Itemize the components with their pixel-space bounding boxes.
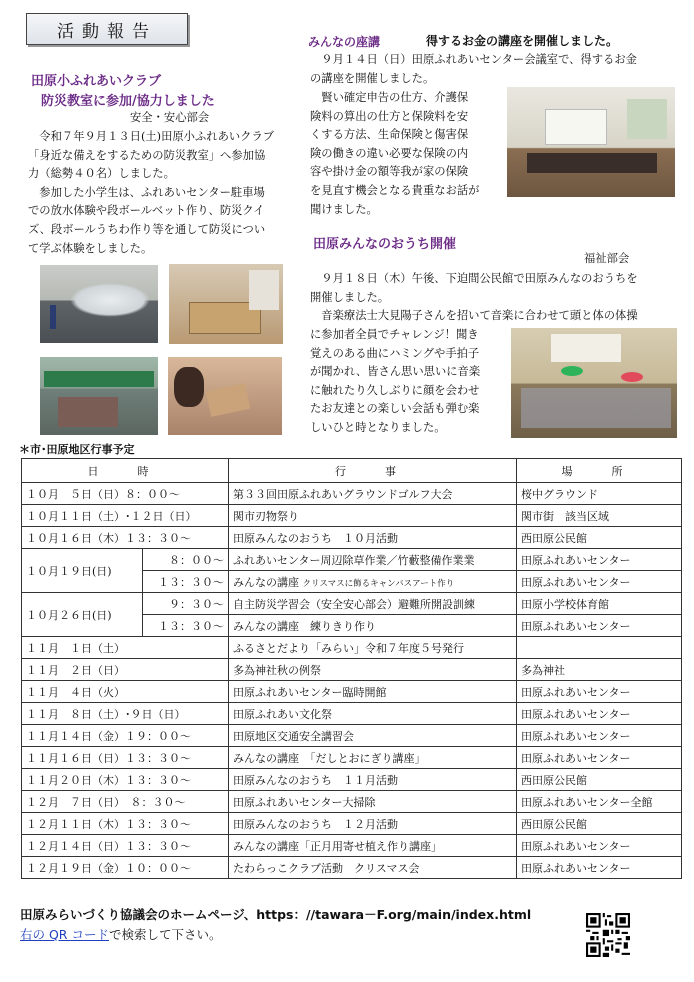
table-row [22,769,682,791]
text-line: での放水体験や段ボールベット作り、防災クイ [28,204,265,218]
table-row [22,813,682,835]
text-line: 令和７年９月１３日(土)田原小ふれあいクラブ [39,130,275,143]
table-row [22,681,682,703]
event-cell: 田原ふれあい文化祭 [229,703,517,725]
ouchi-body [310,326,510,438]
col-date-header: 日 時 [22,459,229,483]
section-title: 活動報告 [57,21,157,42]
table-row [22,659,682,681]
event-cell: ふれあいセンター周辺除草作業／竹藪整備作業業 [229,549,517,571]
text-line: 険料の算出の仕方と保険料を安 [310,109,469,123]
seminar-title: みんなの座講 [308,35,381,49]
place-cell: 田原ふれあいセンター [517,681,682,703]
place-cell: 田原小学校体育館 [517,593,682,615]
table-row [22,747,682,769]
place-cell: 田原ふれあいセンター [517,857,682,879]
date-cell: １０月２６日(日) [22,593,143,637]
qr-link[interactable]: 右の QR コード [20,927,109,942]
text-line: 険の働きの違い必要な保険の内 [310,146,469,160]
event-cell: みんなの講座 「だしとおにぎり講座」 [229,747,517,769]
table-row [22,637,682,659]
place-cell: 田原ふれあいセンター全館 [517,791,682,813]
text-line: 参加した小学生は、ふれあいセンター駐車場 [39,185,265,199]
seminar-intro [310,51,680,88]
time-cell: １３：３０～ [143,571,229,593]
club-body [28,128,303,258]
ouchi-dept: 福祉部会 [584,252,630,265]
event-cell: ふるさとだより「みらい」令和７年度５号発行 [229,637,517,659]
table-row [22,835,682,857]
club-title-2: 防災教室に参加/協力しました [41,94,215,109]
text-line: くする方法、生命保険と傷害保 [310,128,469,142]
footer-qr-line [20,925,222,943]
place-cell: 田原ふれあいセンター [517,835,682,857]
section-header [26,13,188,45]
place-cell: 西田原公民館 [517,527,682,549]
event-cell: 田原ふれあいセンター大掃除 [229,791,517,813]
text-line: て学ぶ体験をしました。 [28,241,153,255]
event-text: みんなの講座 [233,575,299,589]
col-event-header: 行 事 [229,459,517,483]
event-cell [229,571,517,593]
text-line: 聞けました。 [310,202,378,216]
text-line: 力（総勢４０名）しました。 [28,167,175,181]
place-cell: 田原ふれあいセンター [517,703,682,725]
event-cell: 自主防災学習会（安全安心部会）避難所開設訓練 [229,593,517,615]
table-header-row [22,459,682,483]
text-line: しいひと時となりました。 [310,420,446,434]
text-line: ９月１４日（日）田原ふれあいセンター会議室で、得するお金 [321,53,637,66]
footer-qr-text: で検索して下さい。 [108,927,222,942]
text-line: に触れたり久しぶりに顔を会わせ [310,383,480,397]
photo-seminar-room [507,87,675,197]
event-cell: みんなの講座「正月用寄せ植え作り講座」 [229,835,517,857]
event-cell: 田原ふれあいセンター臨時開館 [229,681,517,703]
table-row [22,483,682,505]
event-cell: たわらっこクラブ活動 クリスマス会 [229,857,517,879]
text-line: 「身近な備えをするための防災教室」へ参加協 [28,148,266,162]
text-line: ９月１８日（木）午後、下迫間公民館で田原みんなのおうちを [321,272,638,285]
date-cell: １１月１６日（日）１３：３０～ [22,747,229,769]
club-title-1: 田原小ふれあいクラブ [31,74,162,89]
event-cell: 田原みんなのおうち １１月活動 [229,769,517,791]
text-line: の講座を開催しました。 [310,71,435,85]
place-cell: 関市街 該当区域 [517,505,682,527]
photo-cardboard-bed [169,264,283,344]
col-place-header: 場 所 [517,459,682,483]
time-cell: １３：３０～ [143,615,229,637]
event-cell: 田原みんなのおうち １０月活動 [229,527,517,549]
date-cell: １０月１１日（土）･１２日（日） [22,505,229,527]
qr-code-icon[interactable] [586,913,630,957]
date-cell: １２月１４日（日）１３：３０～ [22,835,229,857]
photo-tent-quiz [40,357,158,435]
text-line: たお友達との楽しい会話も弾む楽 [310,402,480,416]
time-cell: ９：３０～ [143,593,229,615]
place-cell: 田原ふれあいセンター [517,615,682,637]
table-row [22,505,682,527]
schedule-table [21,458,682,879]
ouchi-title: 田原みんなのおうち開催 [313,237,457,252]
event-cell: 田原地区交通安全講習会 [229,725,517,747]
text-line: 容や掛け金の額等我が家の保険 [310,165,469,179]
date-cell: １１月２０日（木）１３：３０～ [22,769,229,791]
date-cell: １２月１１日（木）１３：３０～ [22,813,229,835]
event-cell: 第３３回田原ふれあいグラウンドゴルフ大会 [229,483,517,505]
club-dept: 安全・安心部会 [130,111,210,124]
date-cell: １０月１９日(日) [22,549,143,593]
place-cell: 桜中グラウンド [517,483,682,505]
date-cell: １１月 ８日（土）･９日（日） [22,703,229,725]
place-cell: 田原ふれあいセンター [517,747,682,769]
text-line: に参加者全員でチャレンジ！聞き [310,328,479,341]
photo-water-drill [40,265,158,343]
date-cell: １２月 ７日（日） ８：３０～ [22,791,229,813]
text-line: 覚えのある曲にハミングや手拍子 [310,346,480,360]
seminar-subtitle: 得するお金の講座を開催しました。 [426,34,619,48]
schedule-heading: ＊市･田原地区行事予定 [19,443,135,456]
date-cell: １１月 ２日（日） [22,659,229,681]
date-cell: １１月 １日（土） [22,637,229,659]
text-line: が聞かれ、皆さん思い思いに音楽 [310,365,481,379]
text-line: 音楽療法士大見陽子さんを招いて音楽に合わせて頭と体の体操 [321,309,638,323]
place-cell: 田原ふれあいセンター [517,571,682,593]
table-row [22,857,682,879]
date-cell: １２月１９日（金）１０：００～ [22,857,229,879]
table-row [22,593,682,615]
event-cell: 関市刃物祭り [229,505,517,527]
text-line: 賢い確定申告の仕方、介護保 [321,91,469,104]
date-cell: １１月１４日（金）１９：００～ [22,725,229,747]
place-cell: 西田原公民館 [517,769,682,791]
text-line: ズ、段ボールうちわ作り等を通して防災につい [28,222,266,236]
place-cell: 多為神社 [517,659,682,681]
event-note: クリスマスに飾るキャンバスアート作り [302,578,455,589]
table-row [22,725,682,747]
text-line: を見直す機会となる貴重なお話が [310,183,480,197]
ouchi-intro [310,270,685,326]
date-cell: １１月 ４日（火） [22,681,229,703]
table-row [22,527,682,549]
photo-music-exercise [511,328,677,438]
event-cell: みんなの講座 練りきり作り [229,615,517,637]
event-cell: 田原みんなのおうち １２月活動 [229,813,517,835]
time-cell: ８：００～ [143,549,229,571]
place-cell: 田原ふれあいセンター [517,549,682,571]
photo-cardboard-fan [168,357,282,435]
text-line: 開催しました。 [310,290,390,304]
event-cell: 多為神社秋の例祭 [229,659,517,681]
place-cell: 田原ふれあいセンター [517,725,682,747]
footer-homepage-line: 田原みらいづくり協議会のホームページ、https：//tawara－F.org/main/index.html [20,907,532,922]
date-cell: １０月 ５日（日）８：００～ [22,483,229,505]
table-row [22,703,682,725]
seminar-body [310,89,505,219]
place-cell [517,637,682,659]
table-row [22,549,682,571]
date-cell: １０月１６日（木）１３：３０～ [22,527,229,549]
table-row [22,791,682,813]
place-cell: 西田原公民館 [517,813,682,835]
